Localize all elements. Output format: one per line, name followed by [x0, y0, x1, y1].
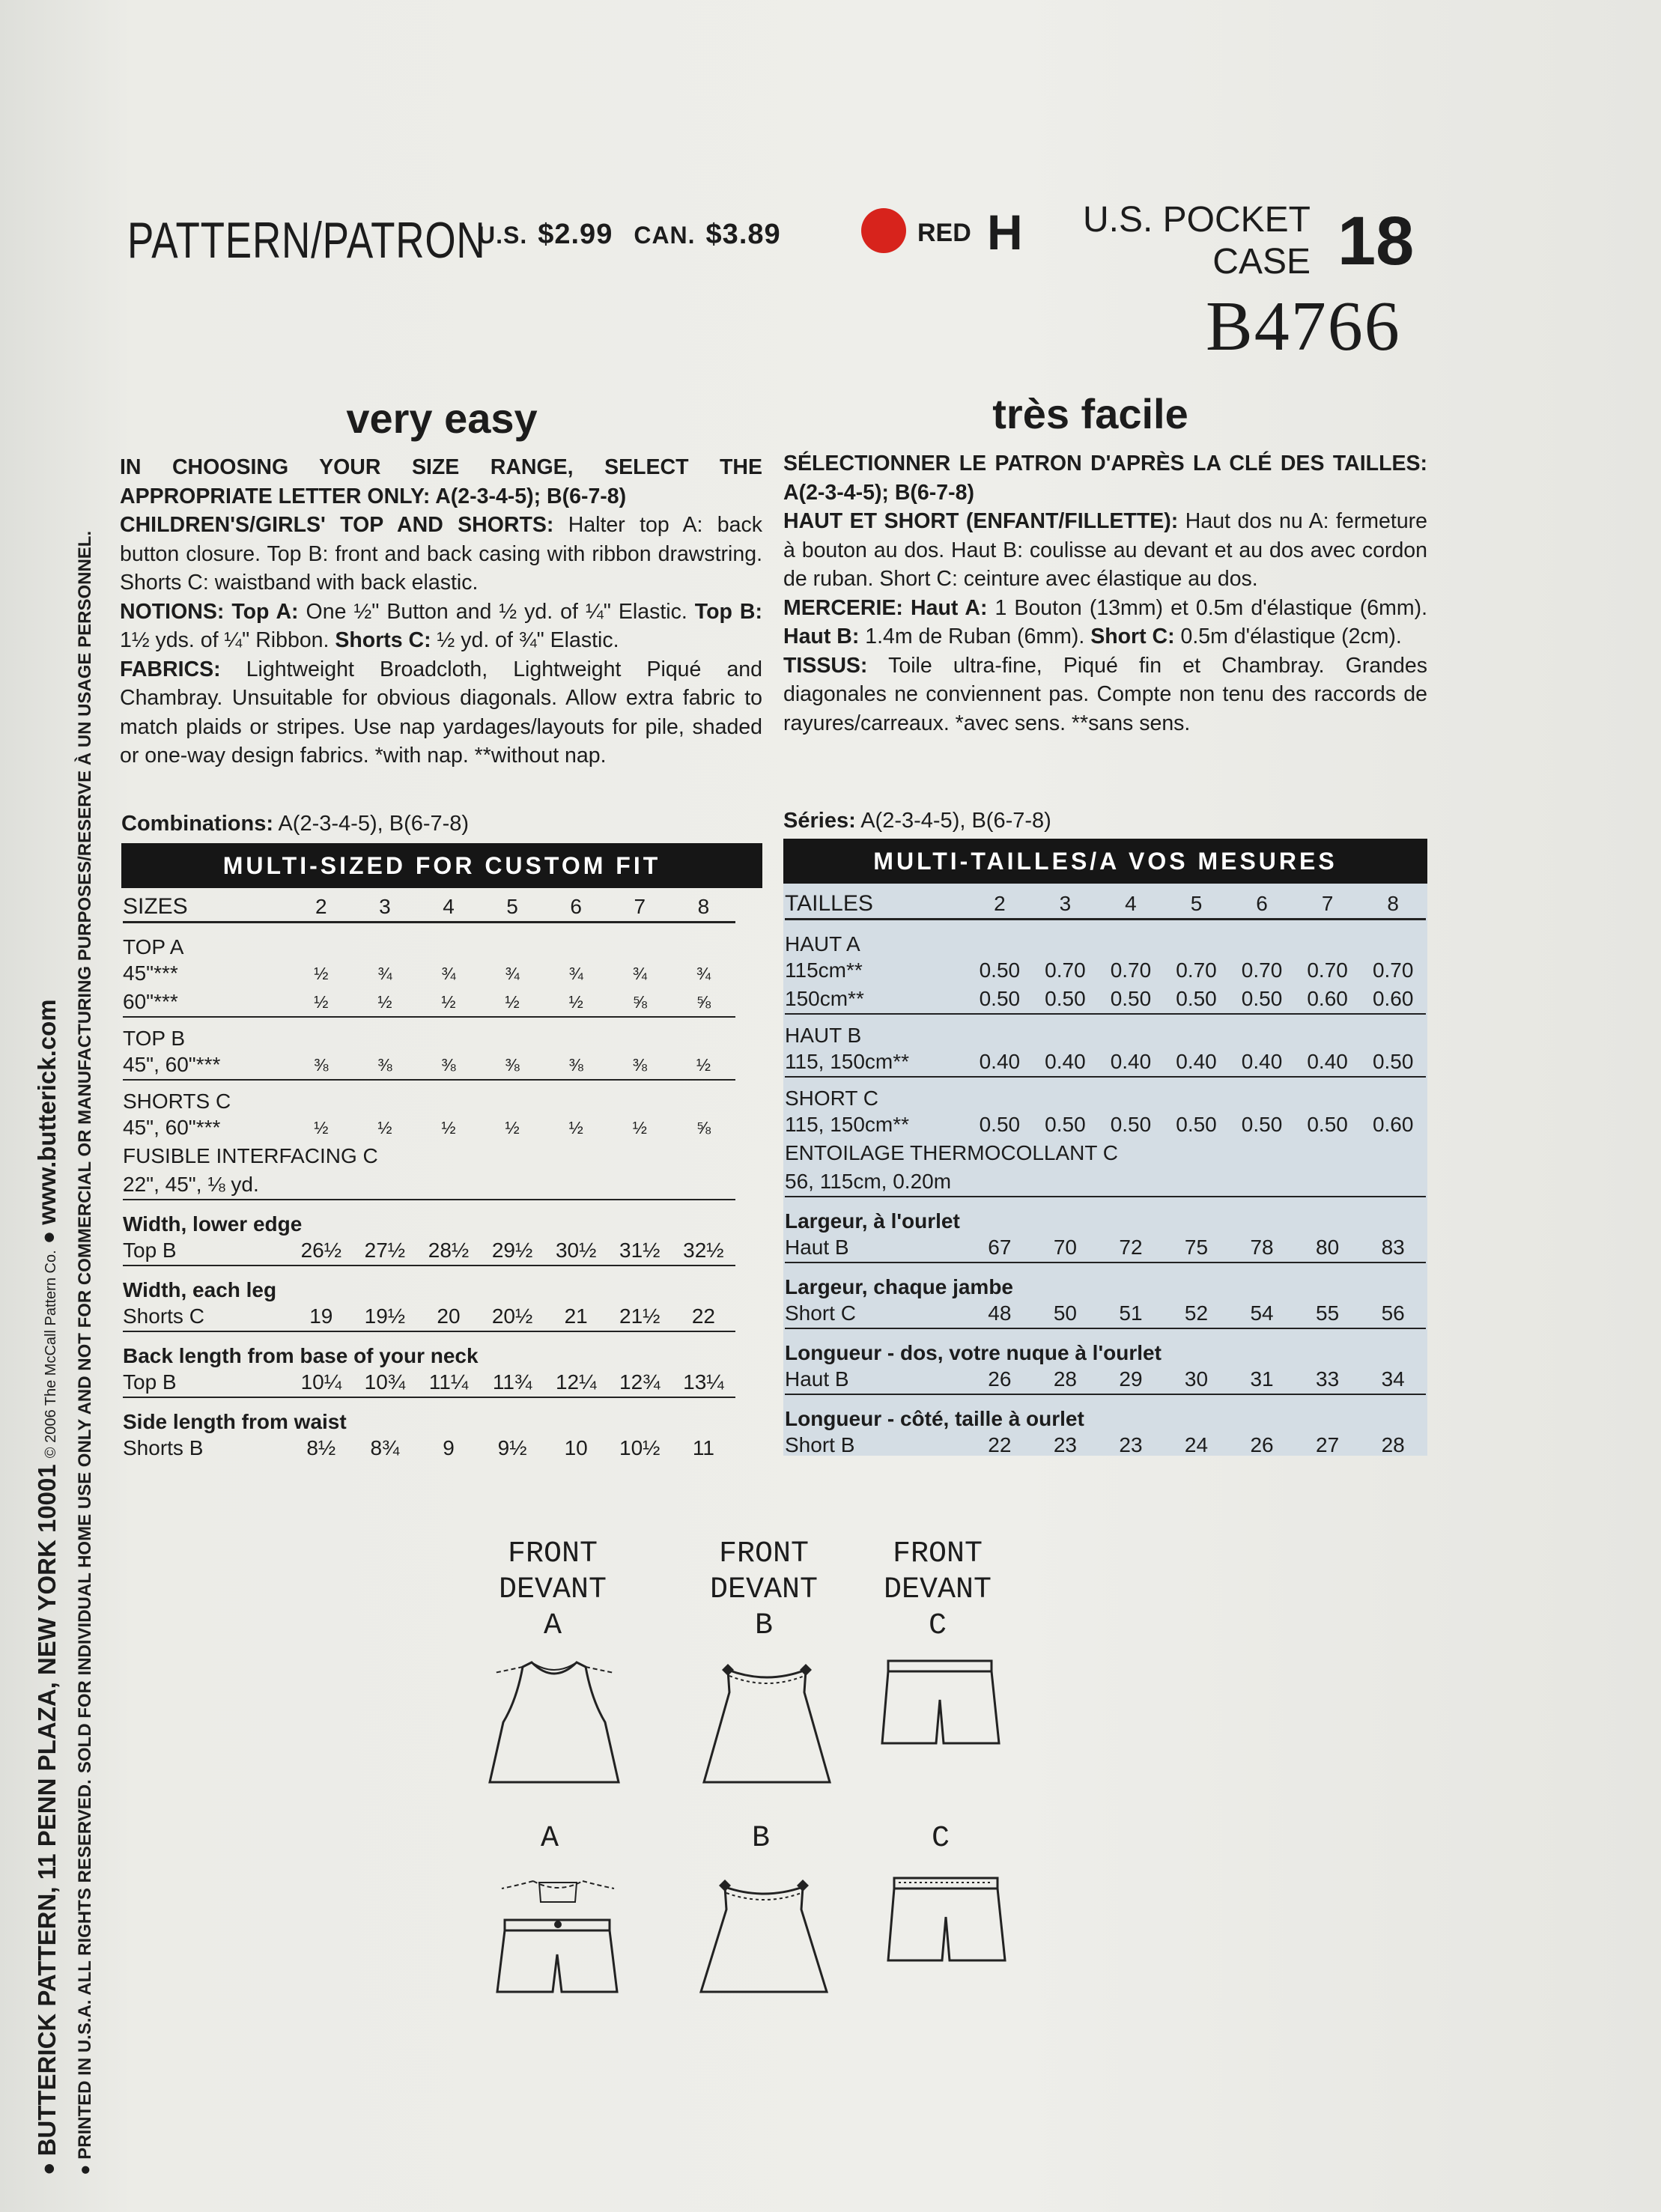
- shorts-c-label: SHORTS C: [123, 1080, 735, 1113]
- metric-cell: 34: [1381, 1367, 1405, 1391]
- shorts-c-row-label: 45", 60"***: [123, 1116, 221, 1139]
- metric-cell: 28: [1053, 1367, 1077, 1391]
- pattern-code: B4766: [1206, 288, 1401, 365]
- measure-cell: 21: [564, 1304, 588, 1328]
- table-row: [785, 1394, 1426, 1431]
- yardage-cell: ¾: [441, 963, 456, 983]
- pocket-number: 18: [1337, 203, 1415, 279]
- top-b-row-label: 45", 60"***: [123, 1053, 221, 1076]
- haut-b-label: HAUT B: [785, 1014, 1426, 1048]
- measure-cell: 10½: [619, 1436, 661, 1459]
- notions-c-label: Shorts C:: [335, 628, 431, 652]
- table-row: [785, 1197, 1426, 1233]
- metric-cell: 54: [1250, 1301, 1274, 1325]
- tissus-text: Toile ultra-fine, Piqué fin et Chambray. Grandes diagonales ne conviennent pas. Compte non tenu des raccords de rayures/carreaux. *avec sens. **sans sens.: [783, 653, 1428, 735]
- measure-cell: 26½: [300, 1239, 342, 1262]
- metric-cell: 22: [988, 1433, 1012, 1456]
- measure-cell: 32½: [683, 1239, 724, 1262]
- short-c-row-label: 115, 150cm**: [785, 1113, 910, 1136]
- metric-cell: 0.50: [979, 987, 1021, 1010]
- largeur-jambe-label: Largeur, chaque jambe: [785, 1263, 1426, 1299]
- red-color-dot: [861, 208, 906, 253]
- english-notions: [120, 598, 762, 655]
- entoilage-text: 56, 115cm, 0.20m: [785, 1170, 952, 1193]
- measure-cell: 19½: [364, 1304, 406, 1328]
- fusible-text: 22", 45", ⅛ yd.: [123, 1173, 259, 1196]
- metric-cell: 0.40: [1110, 1050, 1152, 1073]
- fabrics-label: FABRICS:: [120, 657, 221, 681]
- yardage-cell: ½: [568, 991, 583, 1012]
- front-fr: DEVANT: [709, 1573, 819, 1607]
- pocket-line-1: U.S. POCKET: [1082, 200, 1311, 240]
- yardage-cell: ⅜: [377, 1054, 392, 1075]
- metric-cell: 28: [1381, 1433, 1405, 1456]
- english-heading: very easy: [346, 395, 538, 442]
- measure-cell: 11¾: [492, 1370, 532, 1394]
- size-cell: 7: [608, 893, 672, 923]
- metric-cell: 0.60: [1307, 987, 1348, 1010]
- size-cell: 6: [1229, 890, 1295, 920]
- table-row: [123, 1265, 735, 1302]
- side-length-label: Side length from waist: [123, 1397, 735, 1434]
- sidebar-legal: [72, 531, 97, 2175]
- sidebar-company: BUTTERICK PATTERN, 11 PENN PLAZA, NEW YORK 10001: [33, 1464, 61, 2157]
- measure-cell: 12¾: [619, 1370, 661, 1394]
- measure-cell: 13¼: [683, 1370, 724, 1394]
- sidebar-bullet-3: ●: [75, 2159, 95, 2175]
- yardage-cell: ⅜: [568, 1054, 583, 1075]
- table-row: [123, 1113, 735, 1142]
- yardage-cell: ⅝: [632, 991, 647, 1012]
- largeur-jambe-row: Short C: [785, 1301, 856, 1325]
- figure-label-front-a: [478, 1537, 628, 1644]
- yardage-cell: ½: [505, 1117, 520, 1137]
- metric-cell: 0.40: [1241, 1050, 1283, 1073]
- yardage-cell: ¾: [377, 963, 392, 983]
- yardage-cell: ½: [441, 1117, 456, 1137]
- yardage-cell: ½: [314, 963, 329, 983]
- front-fr: DEVANT: [498, 1573, 607, 1607]
- top-a-back-drawing: [487, 1872, 629, 1999]
- haut-a-label: HAUT A: [785, 932, 860, 955]
- notions-b-label: Top B:: [694, 599, 763, 624]
- metric-cell: 51: [1119, 1301, 1143, 1325]
- metric-cell: 0.50: [1241, 1113, 1283, 1136]
- mercerie-a-label: Haut A:: [911, 595, 988, 620]
- metric-cell: 0.70: [1241, 958, 1283, 982]
- table-row: [123, 988, 735, 1017]
- size-cell: 3: [1033, 890, 1099, 920]
- size-cell: 8: [1360, 890, 1426, 920]
- sidebar-bullet-2: ●: [37, 1224, 61, 1245]
- metric-cell: 0.40: [1307, 1050, 1348, 1073]
- top-b-label: TOP B: [123, 1017, 735, 1051]
- front-fr: DEVANT: [883, 1573, 992, 1607]
- english-size-instruction: IN CHOOSING YOUR SIZE RANGE, SELECT THE APPROPRIATE LETTER ONLY: A(2-3-4-5); B(6-7-8): [120, 455, 762, 508]
- yardage-cell: ⅜: [314, 1054, 329, 1075]
- yardage-cell: ½: [314, 991, 329, 1012]
- measure-cell: 22: [691, 1304, 715, 1328]
- table-row: [785, 1167, 1426, 1197]
- english-size-table: [123, 893, 735, 1462]
- top-a-45-label: 45"***: [123, 961, 178, 985]
- table-row: [123, 1434, 735, 1462]
- table-row: [123, 1236, 735, 1265]
- notions-b-text: 1½ yds. of ¼" Ribbon.: [120, 628, 330, 652]
- measure-cell: 11: [692, 1436, 714, 1459]
- back-view-letter-b: B: [751, 1822, 770, 1856]
- metric-cell: 0.70: [1307, 958, 1348, 982]
- table-row: [785, 985, 1426, 1014]
- french-size-table: [785, 890, 1426, 1459]
- mercerie-a-text: 1 Bouton (13mm) et 0.5m d'élastique (6mm).: [995, 595, 1428, 620]
- metric-cell: 0.70: [1045, 958, 1086, 982]
- sidebar-bullet: ●: [37, 2156, 61, 2175]
- metric-cell: 0.50: [979, 958, 1021, 982]
- mercerie-b-label: Haut B:: [783, 625, 860, 648]
- measure-cell: 21½: [619, 1304, 661, 1328]
- measure-cell: 12¼: [555, 1370, 597, 1394]
- largeur-ourlet-row: Haut B: [785, 1236, 849, 1259]
- width-leg-row: Shorts C: [123, 1304, 204, 1328]
- size-cell: 4: [1098, 890, 1164, 920]
- mercerie-c-label: Short C:: [1090, 625, 1175, 648]
- letter-code: H: [987, 204, 1023, 260]
- sidebar-printed: PRINTED IN U.S.A. ALL RIGHTS RESERVED.: [75, 1779, 95, 2160]
- notions-a-text: One ½" Button and ½ yd. of ¼" Elastic.: [306, 599, 687, 624]
- sidebar-copyright: © 2006 The McCall Pattern Co.: [43, 1250, 59, 1459]
- measure-cell: 10¼: [300, 1370, 342, 1394]
- table-row: [785, 1233, 1426, 1263]
- longueur-cote-row: Short B: [785, 1433, 855, 1456]
- metric-cell: 26: [1250, 1433, 1274, 1456]
- metric-cell: 83: [1381, 1236, 1405, 1259]
- yardage-cell: ⅜: [632, 1054, 647, 1075]
- table-row: [785, 1263, 1426, 1299]
- size-cell: 2: [967, 890, 1033, 920]
- french-tissus: [783, 651, 1427, 738]
- top-a-60-label: 60"***: [123, 990, 178, 1013]
- pocket-case-label: [1048, 199, 1311, 283]
- table-row: [785, 1014, 1426, 1048]
- metric-cell: 0.50: [1176, 1113, 1217, 1136]
- measure-cell: 9½: [497, 1436, 527, 1459]
- can-price: $3.89: [705, 219, 781, 250]
- metric-cell: 0.70: [1372, 958, 1414, 982]
- measure-cell: 28½: [428, 1239, 470, 1262]
- back-view-letter-a: A: [540, 1822, 559, 1856]
- yardage-cell: ½: [314, 1117, 329, 1137]
- yardage-cell: ½: [441, 991, 456, 1012]
- notions-c-text: ½ yd. of ¾" Elastic.: [437, 628, 619, 652]
- table-row: [123, 1200, 735, 1236]
- metric-cell: 31: [1250, 1367, 1274, 1391]
- table-row: [123, 923, 735, 960]
- sizes-label: SIZES: [123, 893, 289, 923]
- sidebar-text: [33, 999, 61, 2175]
- french-size-instruction: SÉLECTIONNER LE PATRON D'APRÈS LA CLÉ DES TAILLES: A(2-3-4-5); B(6-7-8): [783, 452, 1427, 505]
- metric-cell: 48: [988, 1301, 1012, 1325]
- top-a-front-drawing: [479, 1647, 629, 1790]
- pattern-label: PATTERN/PATRON: [127, 212, 486, 269]
- table-row: [785, 1299, 1426, 1328]
- yardage-cell: ¾: [632, 963, 647, 983]
- measure-cell: 10¾: [364, 1370, 406, 1394]
- width-leg-label: Width, each leg: [123, 1265, 735, 1302]
- notions-a-label: Top A:: [231, 599, 299, 624]
- side-length-row: Shorts B: [123, 1436, 204, 1459]
- price-block: [478, 219, 802, 251]
- table-row: [123, 1170, 735, 1200]
- front-en: FRONT: [892, 1537, 983, 1571]
- metric-cell: 70: [1053, 1236, 1077, 1259]
- measure-cell: 31½: [619, 1239, 661, 1262]
- table-row: [123, 1331, 735, 1368]
- table-row: [785, 1365, 1426, 1394]
- haut-a-150-label: 150cm**: [785, 987, 864, 1010]
- size-cell: 6: [544, 893, 608, 923]
- measure-cell: 9: [443, 1436, 455, 1459]
- table-header-row: [123, 893, 735, 923]
- mercerie-b-text: 1.4m de Ruban (6mm).: [865, 625, 1085, 648]
- size-cell: 7: [1295, 890, 1361, 920]
- metric-cell: 0.50: [1241, 987, 1283, 1010]
- measure-cell: 8½: [306, 1436, 336, 1459]
- combinations: [121, 812, 469, 836]
- combinations-text: A(2-3-4-5), B(6-7-8): [278, 812, 470, 836]
- metric-cell: 0.70: [1110, 958, 1152, 982]
- fabrics-text: Lightweight Broadcloth, Lightweight Piqué and Chambray. Unsuitable for obvious diagonals. Allow extra fabric to match plaids or stripes. Use nap yardages/layouts for pile, shaded or one-way design fabrics. *with nap. **without nap.: [120, 657, 763, 768]
- yardage-cell: ½: [632, 1117, 647, 1137]
- size-cell: 5: [481, 893, 544, 923]
- back-length-row: Top B: [123, 1370, 177, 1394]
- top-b-front-drawing: [692, 1647, 842, 1790]
- measure-cell: 10: [564, 1436, 588, 1459]
- sidebar-sold: SOLD FOR INDIVIDUAL HOME USE ONLY AND NOT FOR COMMERCIAL OR MANUFACTURING PURPOSES/RESERVE À UN USAGE PERSONNEL.: [75, 530, 95, 1774]
- back-view-letter-c: C: [931, 1822, 950, 1856]
- yardage-cell: ⅜: [441, 1054, 456, 1075]
- shorts-c-back-drawing: [884, 1872, 1011, 1969]
- metric-cell: 29: [1119, 1367, 1143, 1391]
- english-fabrics: [120, 655, 762, 771]
- yardage-cell: ⅜: [505, 1054, 520, 1075]
- yardage-cell: ½: [696, 1054, 711, 1075]
- table-row: [785, 1110, 1426, 1139]
- metric-cell: 0.50: [1110, 987, 1152, 1010]
- metric-cell: 0.60: [1372, 987, 1414, 1010]
- yardage-cell: ⅝: [696, 1117, 711, 1137]
- measure-cell: 30½: [555, 1239, 597, 1262]
- yardage-cell: ½: [505, 991, 520, 1012]
- color-label: RED: [917, 219, 971, 247]
- metric-cell: 52: [1184, 1301, 1209, 1325]
- metric-cell: 27: [1316, 1433, 1340, 1456]
- largeur-ourlet-label: Largeur, à l'ourlet: [785, 1197, 1426, 1233]
- view-letter-b: B: [754, 1609, 773, 1643]
- english-desc: [120, 511, 762, 598]
- measure-cell: 27½: [364, 1239, 406, 1262]
- table-row: [785, 956, 1426, 985]
- short-c-label: SHORT C: [785, 1077, 1426, 1110]
- table-row: [123, 1051, 735, 1080]
- metric-cell: 23: [1053, 1433, 1077, 1456]
- yardage-cell: ¾: [505, 963, 520, 983]
- metric-cell: 56: [1381, 1301, 1405, 1325]
- metric-cell: 55: [1316, 1301, 1340, 1325]
- metric-cell: 78: [1250, 1236, 1274, 1259]
- table-row: [123, 1080, 735, 1113]
- table-row: [785, 1431, 1426, 1459]
- width-lower-label: Width, lower edge: [123, 1200, 735, 1236]
- english-description: [120, 453, 762, 771]
- table-row: [123, 1302, 735, 1331]
- pocket-line-2: CASE: [1212, 242, 1311, 282]
- can-label: CAN.: [634, 222, 696, 249]
- metric-cell: 0.50: [1307, 1113, 1348, 1136]
- metric-cell: 0.40: [1176, 1050, 1217, 1073]
- longueur-dos-label: Longueur - dos, votre nuque à l'ourlet: [785, 1328, 1426, 1365]
- metric-cell: 80: [1316, 1236, 1340, 1259]
- measure-cell: 20: [437, 1304, 461, 1328]
- notions-label: NOTIONS:: [120, 599, 225, 624]
- size-cell: 4: [416, 893, 480, 923]
- measure-cell: 11¼: [428, 1370, 469, 1394]
- haut-a-115-label: 115cm**: [785, 958, 863, 982]
- us-label: U.S.: [478, 222, 528, 249]
- metric-cell: 0.50: [1372, 1050, 1414, 1073]
- sidebar-website: www.butterick.com: [33, 999, 61, 1225]
- metric-cell: 67: [988, 1236, 1012, 1259]
- metric-cell: 23: [1119, 1433, 1143, 1456]
- shorts-c-front-drawing: [878, 1655, 1005, 1752]
- yardage-cell: ½: [377, 1117, 392, 1137]
- series-label: Séries:: [783, 809, 856, 833]
- measure-cell: 19: [309, 1304, 333, 1328]
- longueur-cote-label: Longueur - côté, taille à ourlet: [785, 1394, 1426, 1431]
- us-price: $2.99: [538, 219, 613, 250]
- combinations-label: Combinations:: [121, 812, 273, 836]
- front-en: FRONT: [507, 1537, 598, 1571]
- metric-cell: 26: [988, 1367, 1012, 1391]
- size-cell: 8: [672, 893, 735, 923]
- width-lower-row: Top B: [123, 1239, 177, 1262]
- french-heading: très facile: [992, 390, 1188, 437]
- yardage-cell: ¾: [696, 963, 711, 983]
- back-length-label: Back length from base of your neck: [123, 1331, 735, 1368]
- french-desc-text: Haut dos nu A: fermeture à bouton au dos. Haut B: coulisse au devant et au dos avec cordon de ruban. Short C: ceinture avec élastique au dos.: [783, 509, 1428, 591]
- table-header-row: [785, 890, 1426, 920]
- metric-cell: 30: [1184, 1367, 1209, 1391]
- haut-b-row-label: 115, 150cm**: [785, 1050, 910, 1073]
- yardage-cell: ¾: [568, 963, 583, 983]
- metric-cell: 72: [1119, 1236, 1143, 1259]
- metric-cell: 0.50: [979, 1113, 1021, 1136]
- metric-cell: 0.40: [979, 1050, 1021, 1073]
- table-row: [785, 1328, 1426, 1365]
- view-letter-c: C: [928, 1609, 947, 1643]
- longueur-dos-row: Haut B: [785, 1367, 849, 1391]
- measure-cell: 20½: [491, 1304, 533, 1328]
- entoilage-label: ENTOILAGE THERMOCOLLANT C: [785, 1141, 1118, 1164]
- yardage-cell: ½: [568, 1117, 583, 1137]
- size-cell: 2: [289, 893, 353, 923]
- series: [783, 809, 1051, 833]
- top-b-back-drawing: [689, 1865, 839, 1999]
- fusible-label: FUSIBLE INTERFACING C: [123, 1144, 378, 1167]
- metric-cell: 0.50: [1045, 1113, 1086, 1136]
- french-desc: [783, 507, 1427, 594]
- front-en: FRONT: [718, 1537, 810, 1571]
- figure-label-front-b: [689, 1537, 839, 1644]
- metric-cell: 75: [1184, 1236, 1209, 1259]
- view-letter-a: A: [543, 1609, 562, 1643]
- table-row: [123, 1142, 735, 1170]
- metric-cell: 0.60: [1372, 1113, 1414, 1136]
- english-desc-label: CHILDREN'S/GIRLS' TOP AND SHORTS:: [120, 513, 554, 537]
- english-desc-text: Halter top A: back button closure. Top B: front and back casing with ribbon drawstring. Shorts C: waistband with back elastic.: [120, 513, 762, 595]
- french-banner: MULTI-TAILLES/A VOS MESURES: [783, 839, 1427, 884]
- table-row: [123, 1017, 735, 1051]
- metric-cell: 50: [1053, 1301, 1077, 1325]
- mercerie-label: MERCERIE:: [783, 595, 903, 620]
- tailles-label: TAILLES: [785, 890, 967, 920]
- table-row: [785, 1077, 1426, 1110]
- metric-cell: 0.40: [1045, 1050, 1086, 1073]
- metric-cell: 24: [1184, 1433, 1209, 1456]
- english-banner: MULTI-SIZED FOR CUSTOM FIT: [121, 843, 762, 888]
- metric-cell: 0.70: [1176, 958, 1217, 982]
- french-desc-label: HAUT ET SHORT (ENFANT/FILLETTE):: [783, 509, 1179, 533]
- table-row: [123, 1368, 735, 1397]
- measure-cell: 29½: [491, 1239, 533, 1262]
- metric-cell: 0.50: [1045, 987, 1086, 1010]
- table-row: [785, 1139, 1426, 1167]
- metric-cell: 0.50: [1110, 1113, 1152, 1136]
- size-cell: 3: [353, 893, 416, 923]
- french-mercerie: [783, 594, 1427, 651]
- size-cell: 5: [1164, 890, 1230, 920]
- table-row: [785, 1048, 1426, 1077]
- metric-cell: 0.50: [1176, 987, 1217, 1010]
- figure-label-front-c: [863, 1537, 1012, 1644]
- series-text: A(2-3-4-5), B(6-7-8): [860, 809, 1051, 833]
- french-description: [783, 449, 1427, 738]
- top-a-label: TOP A: [123, 935, 184, 958]
- yardage-cell: ⅝: [696, 991, 711, 1012]
- measure-cell: 8¾: [370, 1436, 400, 1459]
- table-row: [123, 959, 735, 988]
- yardage-cell: ½: [377, 991, 392, 1012]
- tissus-label: TISSUS:: [783, 653, 868, 678]
- mercerie-c-text: 0.5m d'élastique (2cm).: [1180, 625, 1402, 648]
- table-row: [785, 920, 1426, 957]
- table-row: [123, 1397, 735, 1434]
- metric-cell: 33: [1316, 1367, 1340, 1391]
